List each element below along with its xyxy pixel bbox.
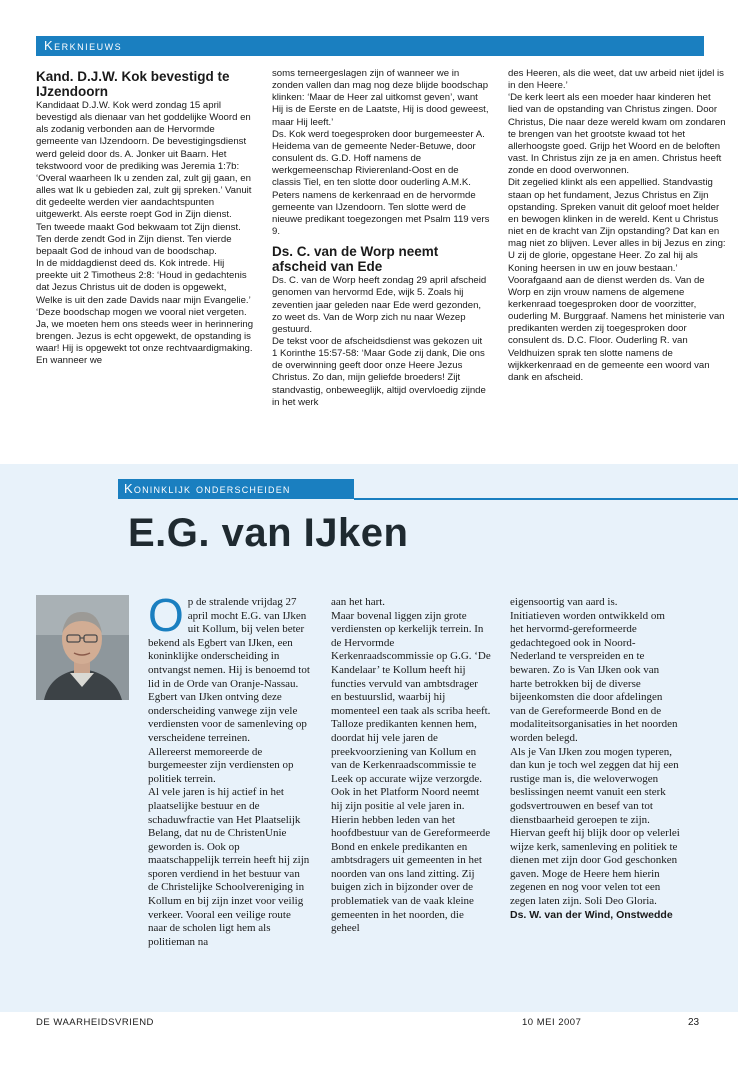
article-paragraph: ‘De kerk leert als een moeder haar kinderen het lied van de opstanding van Christus zingen. Door Christus, Die naar deze wereld kwam om zondaren te brengen van het grootste kwaad tot het allerhoogste goed. Grijp het Woord en de beloften vast. In Christus zijn ze ja en amen. Christus heeft zonde en dood overwonnen. [508, 92, 726, 177]
portrait-photo [36, 595, 129, 700]
kerknieuws-column-2 [272, 68, 490, 409]
section-header-bar [36, 36, 704, 56]
article-paragraph-continued: De tekst voor de afscheidsdienst was gekozen uit 1 Korinthe 15:57-58: ‘Maar Gode zij dank, Die ons de overwinning geeft door onze Heere Jezus Christus. Zo dan, mijn geliefde broeders! Zijt standvastig, onbeweeglijk, altijd overvloedig zijnde in het werk [272, 335, 486, 408]
article-paragraph-continued: Al vele jaren is hij actief in het plaatselijke bestuur en de schaduwfractie van Het Plaatselijk Belang, dat nu de ChristenUnie geworden is. Ook op maatschappelijk terrein heeft hij zijn sporen verdiend in het bestuur van de Christelijke Schoolvereniging in Kollum en bij zijn inzet voor veilig verkeer. Vooral een veilige route naar de scholen ligt hem als politieman na [148, 786, 310, 948]
article-paragraph: Als je Van IJken zou mogen typeren, dan kun je toch wel zeggen dat hij een rustige man is, die weloverwogen beslissingen neemt vanuit een sterk godsvertrouwen en besef van tot dienstbaarheid geroepen te zijn. Hiervan geeft hij blijk door op velerlei wijze kerk, samenleving en politiek te dienen met zijn door God geschonken gaven. Moge de Heere hem hierin zegenen en nog voor velen tot een zegen laten zijn. Soli Deo Gloria. [510, 745, 680, 908]
article-paragraph: In de middagdienst deed ds. Kok intrede. Hij preekte uit 2 Timotheus 2:8: ‘Houd in gedachtenis dat Jezus Christus uit de doden is opgewekt, Welke is uit den zade Davids naar mijn Evangelie.’ [36, 258, 251, 306]
article-headline: E.G. van IJken [128, 511, 409, 555]
article-paragraph: Voorafgaand aan de dienst werden ds. Van de Worp en zijn vrouw namens de algemene kerkenraad toegesproken door de voorzitter, ouderling M. Burggraaf. Namens het ministerie van predikanten werden zij toegesproken door consulent ds. D.C. Floor. Ouderling R. van Veldhuizen sprak ten slotte namens de wijkkerkenraad en de gemeente een woord van dank en afscheid. [508, 274, 725, 383]
issue-date: 10 MEI 2007 [522, 1017, 582, 1028]
article-paragraph: Initiatieven worden ontwikkeld om het hervormd-gereformeerde gedachtegoed ook in Noord-Nederland te verspreiden en te bewaren. Zo is Van IJken ook van harte betrokken bij de diverse bijeenkomsten die door afdelingen van de Gereformeerde Bond en de modaliteitsorganisaties in het noorden worden belegd. [510, 609, 678, 744]
article-paragraph: Kandidaat D.J.W. Kok werd zondag 15 april bevestigd als dienaar van het goddelijke Woord en als zodanig verbonden aan de Hervormde gemeente van IJzendoorn. De bevestigingsdienst werd geleid door ds. A. Jonker uit Baarn. Het tekstwoord voor de prediking was Jeremia 1:7b: ‘Overal waarheen Ik u zenden zal, zult gij gaan, en alles wat Ik u gebieden zal, zult gij spreken.’ Vanuit dit gedeelte werden vier aandachtspunten uitgewerkt. Als eerste roept God in Zijn dienst. [36, 100, 252, 221]
article-paragraph: Dit zegelied klinkt als een appellied. Standvastig staan op het fundament, Jezus Christus en Zijn opstanding. Spreken vanuit dit geloof moet helder en bewogen klinken in de wereld. Kent u Christus niet en de kracht van Zijn opstanding? Dat kan en mag niet zo blijven. Lever alles in bij Jezus en zing: U zij de glorie, opgestane Heer. Zo zal hij als Koning heersen in uw en jouw bestaan.’ [508, 177, 726, 274]
article-paragraph: Maar bovenal liggen zijn grote verdiensten op kerkelijk terrein. In de Hervormde Kerkenraadscommissie op G.G. ‘De Kandelaar’ te Kollum heeft hij functies vervuld van ambtsdrager en bestuurslid, waarbij hij momenteel een taak als scriba heeft. [331, 609, 491, 717]
article-paragraph-continuation: aan het hart. [331, 596, 386, 608]
article-paragraph: Op de stralende vrijdag 27 april mocht E.G. van IJken uit Kollum, bij velen beter bekend als Egbert van IJken, een koninklijke onderscheiding in ontvangst nemen. Hij is benoemd tot lid in de Orde van Oranje-Nassau. Egbert van IJken ontving deze onderscheiding vanwege zijn vele verdiensten voor de samenleving op verscheidene terreinen. [148, 589, 310, 744]
article-paragraph: Ten tweede maakt God bekwaam tot Zijn dienst. Ten derde zendt God in Zijn dienst. Ten vierde bepaalt God de inhoud van de boodschap. [36, 221, 241, 257]
drop-cap: O [148, 589, 184, 641]
section-label-koninklijk: Koninklijk onderscheiden [124, 481, 291, 496]
kerknieuws-column-3 [508, 68, 726, 384]
author-signature: Ds. W. van der Wind, Onstwedde [510, 908, 673, 921]
article-paragraph-continued: ‘Deze boodschap mogen we vooral niet vergeten. Ja, we moeten hem ons steeds weer in herinnering brengen. Jezus is echt opgewekt, de opstanding is waar! Hij is opgewekt tot onze rechtvaardigmaking. En wanneer we [36, 306, 254, 367]
page-number: 23 [688, 1017, 700, 1028]
publication-name: DE WAARHEIDSVRIEND [36, 1017, 154, 1028]
article-paragraph: Ds. Kok werd toegesproken door burgemeester A. Heidema van de gemeente Neder-Betuwe, door consulent ds. G.D. Hoff namens de werkgemeenschap Rivierenland-Oost en de classis Tiel, en ten slotte door ouderling A.M.K. Peters namens de kerkenraad en de hervormde gemeente van IJzendoorn. Ten slotte werd de nieuwe predikant toegezongen met Psalm 119 vers 9. [272, 128, 490, 238]
article-paragraph-continuation: soms terneergeslagen zijn of wanneer we in zonden vallen dan mag nog deze blijde boodschap klinken: ‘Maar de Heer zal uitkomst geven’, want Hij is de Eerste en de Laatste, Hij is dood geweest, maar Hij leeft.’ [272, 68, 489, 128]
kerknieuws-column-1 [36, 70, 254, 367]
article-title-kok: Kand. D.J.W. Kok bevestigd te IJzendoorn [36, 69, 230, 99]
section-label-kerknieuws: Kerknieuws [44, 38, 123, 53]
portrait-image [36, 595, 129, 700]
article-paragraph-continued: Talloze predikanten kennen hem, doordat hij vele jaren de preekvoorziening van Kollum en van de Kerkenraadscommissie te Leek op accurate wijze verzorgde. Ook in het Platform Noord neemt hij zijn positie al vele jaren in. Hierin hebben leden van het hoofdbestuur van de Gereformeerde Bond en enkele predikanten en ambtsdragers uit gemeenten in het noorden van ons land zitting. Zij buigen zich in bijzonder over de problematiek van de vaak kleine gemeenten in het noorden, die geheel [331, 718, 491, 935]
article-paragraph: Ds. C. van de Worp heeft zondag 29 april afscheid genomen van hervormd Ede, wijk 5. Zoals hij zeventien jaar geleden naar Ede werd gezonden, zo weet ds. Van de Worp zich nu naar Wezep gestuurd. [272, 275, 487, 335]
article-paragraph-continuation: eigensoortig van aard is. [510, 596, 618, 608]
article-paragraph: Allereerst memoreerde de burgemeester zijn verdiensten op politiek terrein. [148, 745, 294, 785]
koninklijk-column-3 [510, 596, 680, 922]
article-paragraph-continuation: des Heeren, als die weet, dat uw arbeid niet ijdel is in den Heere.’ [508, 68, 724, 92]
article-title-worp: Ds. C. van de Worp neemt afscheid van Ede [272, 244, 439, 274]
section-rule [354, 498, 738, 500]
koninklijk-column-2 [331, 596, 491, 936]
koninklijk-column-1 [148, 589, 310, 949]
